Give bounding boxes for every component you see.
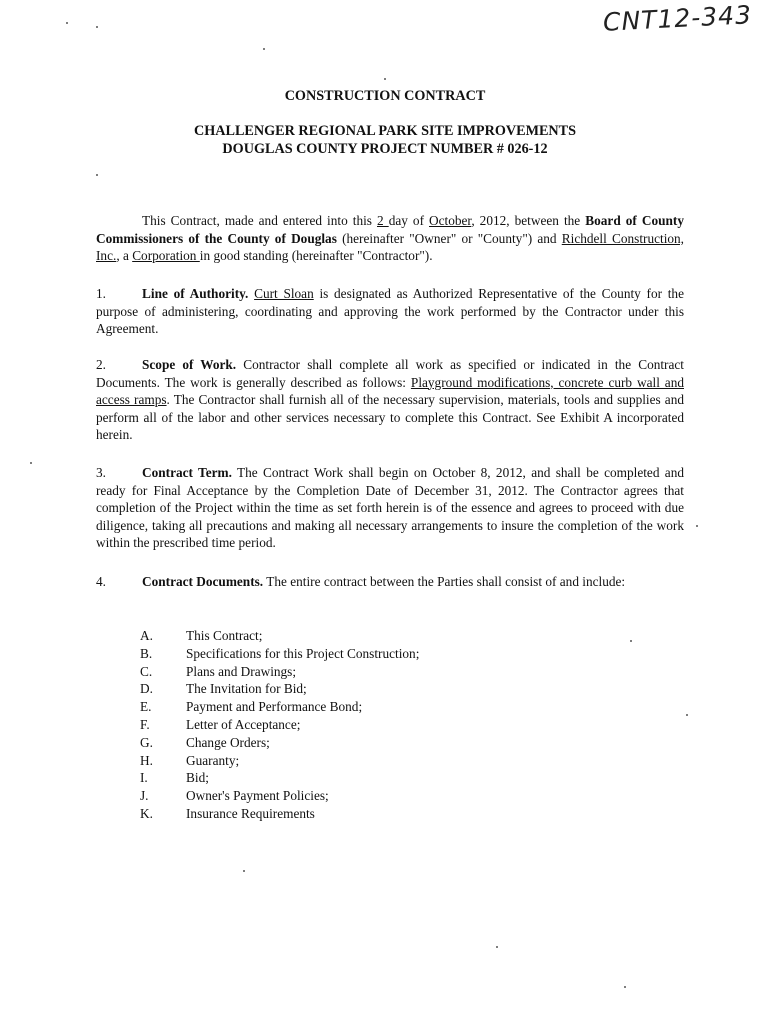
scan-speck — [243, 870, 245, 872]
project-number: DOUGLAS COUNTY PROJECT NUMBER # 026-12 — [222, 141, 548, 157]
contractor-entity: Corporation — [132, 248, 200, 264]
list-item: E. Payment and Performance Bond; — [140, 699, 363, 715]
authorized-representative: Curt Sloan — [254, 286, 314, 301]
contractor-name: Richdell Construction, Inc. — [96, 230, 685, 264]
scan-speck — [696, 525, 698, 527]
scan-speck — [66, 22, 68, 24]
section-heading: Contract Documents. — [142, 574, 264, 589]
scan-speck — [263, 48, 265, 50]
section-line-of-authority: 1. Line of Authority. Curt Sloan is designated as Authorized Representative of the County for the purpose of administering, coordinating and approving the work performed by the Contractor under this Agreement. — [96, 286, 684, 337]
intro-paragraph: This Contract, made and entered into this 2 day of October, 2012, between the Board of County Commissioners of the County of Douglas (hereinafter "Owner" or "County") and Richdell Construction, Inc., a Corporation in good standing (hereinafter "Contractor"). — [96, 213, 685, 264]
section-contract-documents: 4. Contract Documents. The entire contract between the Parties shall consist of and include: — [96, 574, 626, 589]
contract-documents-list — [140, 627, 419, 823]
owner-party: Board of County Commissioners of the County of Douglas — [96, 213, 684, 246]
list-item: I. Bid; — [140, 770, 209, 786]
scan-speck — [30, 462, 32, 464]
work-description: Playground modifications, concrete curb wall and access ramps — [96, 374, 684, 408]
scan-speck — [686, 714, 688, 716]
section-heading: Line of Authority. — [142, 286, 249, 301]
list-item: K. Insurance Requirements — [140, 805, 315, 821]
scan-speck — [96, 26, 98, 28]
section-heading: Contract Term. — [142, 465, 232, 480]
list-item: A. This Contract; — [140, 628, 263, 643]
section-contract-term: 3. Contract Term. The Contract Work shall begin on October 8, 2012, and shall be completed and ready for Final Acceptance by the Completion Date of December 31, 2012. The Contractor agrees that completion of the Project within the time as set forth herein is of the essence and agrees to proceed with due diligence, taking all precautions and making all necessary arrangements to insure the completion of the work within the prescribed time period. — [96, 465, 685, 551]
list-item: F. Letter of Acceptance; — [140, 716, 301, 732]
list-item: D. The Invitation for Bid; — [140, 681, 307, 697]
list-item: G. Change Orders; — [140, 734, 270, 750]
contract-day: 2 — [377, 213, 389, 228]
list-item: J. Owner's Payment Policies; — [140, 788, 329, 804]
list-item: H. Guaranty; — [140, 752, 240, 768]
scan-speck — [496, 946, 498, 948]
document-title: CONSTRUCTION CONTRACT — [284, 88, 486, 104]
project-name: CHALLENGER REGIONAL PARK SITE IMPROVEMENTS — [193, 123, 577, 139]
handwritten-contract-number: CNT12-343 — [602, 0, 753, 37]
section-heading: Scope of Work. — [142, 357, 237, 372]
scan-speck — [630, 640, 632, 642]
section-scope-of-work: 2. Scope of Work. Contractor shall complete all work as specified or indicated in the Contract Documents. The work is generally described as follows: Playground modifications, concrete curb wall and access ramps. The Contractor shall furnish all of the necessary supervision, materials, tools and supplies and perform all of the labor and other services necessary to complete this Contract. See Exhibit A incorporated herein. — [96, 357, 684, 443]
list-item: C. Plans and Drawings; — [140, 663, 297, 679]
list-item: B. Specifications for this Project Construction; — [140, 645, 420, 661]
scan-speck — [384, 78, 386, 80]
scan-speck — [624, 986, 626, 988]
scan-speck — [96, 174, 98, 176]
contract-month: October — [429, 213, 472, 228]
